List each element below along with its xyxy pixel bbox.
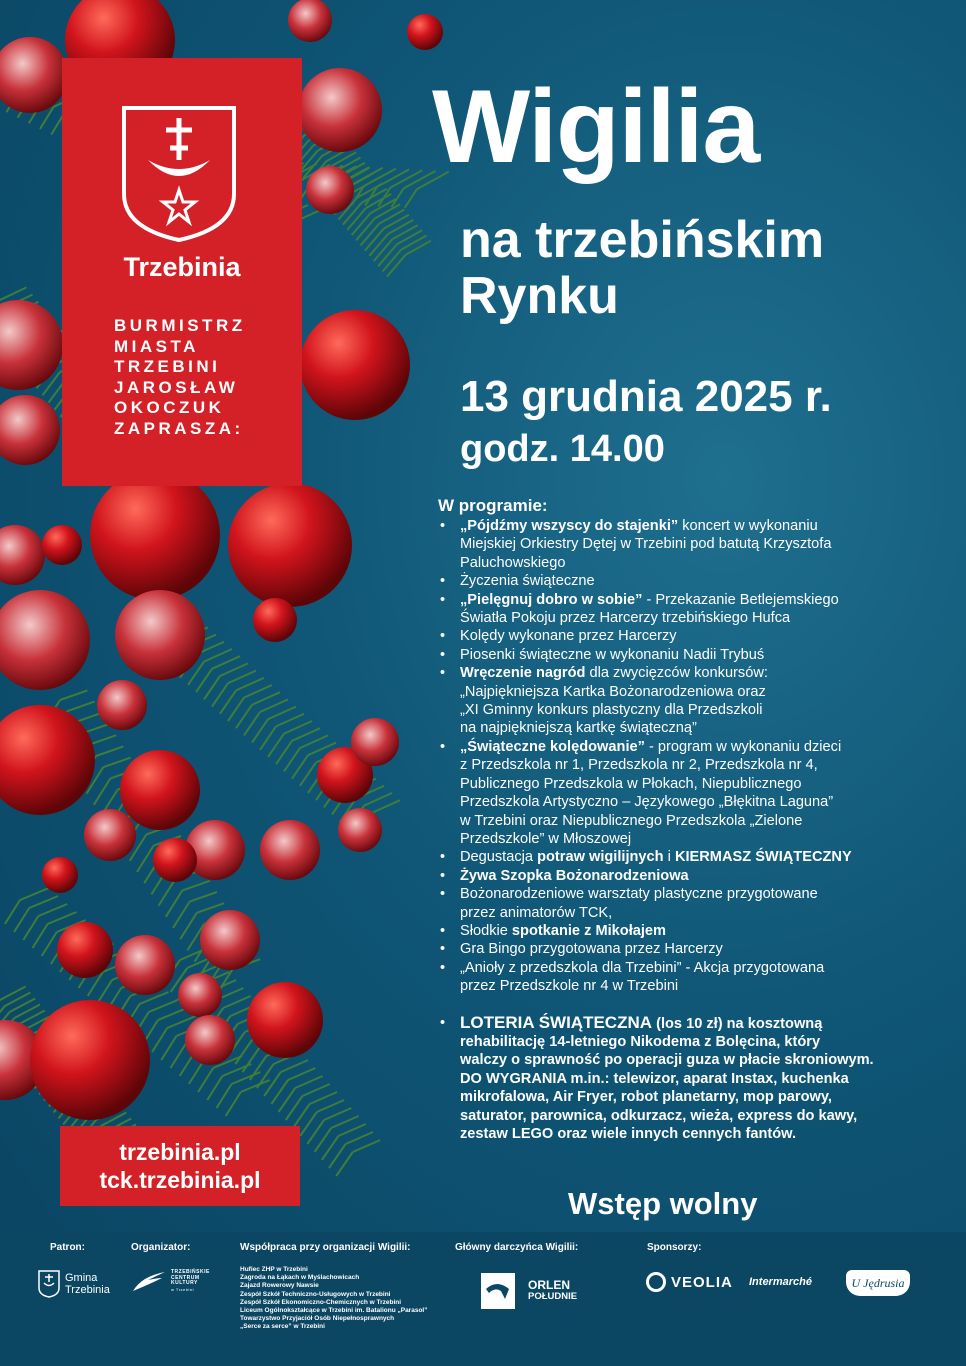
patron-name: Gmina [65, 1272, 98, 1284]
program-item-text: - Przekazanie Betlejemskiego Światła Pokoju przez Harcerzy trzebińskiego Hufca [460, 591, 839, 627]
pine-needle [171, 1044, 186, 1068]
program-item-text: - program w wykonaniu dzieci z Przedszkola nr 1, Przedszkola nr 2, Przedszkola nr 4, Publicznego Przedszkola w Płokach, Niepublicznego Przedszkola Artystyczno – Językowego „Błękitna Laguna” w Trzebini oraz Niepublicznego Przedszkola „Zielone Przedszkole” w Młoszowej [460, 738, 842, 847]
organizer-name: CENTRUM [171, 1274, 200, 1281]
pine-needle [166, 890, 183, 916]
sponsor-name: VEOLIA [671, 1273, 733, 1291]
pine-needle [383, 250, 402, 272]
pine-needle [212, 683, 228, 706]
program-item [438, 959, 938, 996]
pine-needle [384, 215, 409, 229]
pine-needle [29, 896, 58, 908]
pine-needle [89, 735, 116, 745]
pine-needle [390, 170, 422, 187]
pine-needle [220, 663, 248, 676]
pine-needle [365, 229, 384, 251]
pine-needle [197, 903, 224, 913]
veolia-logo [646, 1272, 733, 1292]
donor-name: ORLEN [528, 1278, 570, 1292]
patron-label: Patron: [50, 1242, 85, 1253]
program-item-text: koncert w wykonaniu Miejskiej Orkiestry Dętej w Trzebini pod batutą Krzysztofa Paluchowskiego [460, 518, 832, 571]
pine-needle [5, 900, 20, 924]
wing-icon [132, 1270, 166, 1292]
christmas-ball [153, 838, 197, 882]
pine-needle [42, 932, 57, 956]
program-item [438, 922, 938, 940]
christmas-ball [120, 750, 200, 830]
pine-needle [292, 755, 308, 778]
christmas-ball [185, 1015, 235, 1065]
gmina-trzebinia-logo [38, 1270, 110, 1298]
pine-needle [207, 1076, 222, 1100]
christmas-ball [0, 395, 60, 465]
website-link[interactable]: tck.trzebinia.pl [99, 1167, 261, 1193]
organizer-panel [62, 58, 302, 486]
pine-needle [300, 735, 328, 748]
pine-needle [302, 1084, 329, 1096]
event-subtitle: na trzebińskim Rynku [460, 211, 825, 325]
christmas-ball [253, 598, 297, 642]
program-item-text: „Pójdźmy wszyscy do stajenki” [460, 518, 679, 534]
program-item-text: spotkanie z Mikołajem [511, 922, 667, 939]
footer-sponsors [0, 1232, 966, 1366]
pine-needle [180, 913, 197, 939]
program-item-text: Wręczenie nagród [460, 665, 586, 682]
christmas-ball [57, 922, 113, 978]
pine-needle [260, 699, 288, 712]
pine-needle [149, 1000, 178, 1012]
organizer-name: TRZEBIŃSKIE [171, 1269, 210, 1275]
pine-needle [281, 1060, 308, 1072]
christmas-ball [300, 310, 410, 420]
program-item [438, 591, 938, 628]
pine-needle [236, 705, 252, 728]
christmas-ball [200, 910, 260, 970]
pine-needle [292, 728, 320, 741]
program-item-text: Bożonarodzeniowe warsztaty plastyczne przygotowane przez animatorów TCK, [460, 886, 818, 921]
pine-needle [364, 793, 392, 806]
cooperation-list: Hufiec ZHP w Trzebini Zagroda na Łąkach w Myślachowicach Zajazd Rowerowy Nawsie Zespół Szkół Techniczno-Usługowych w Trzebini Zespół Szkół Ekonomiczno-Chemicznych w Trzebini Liceum Ogólnokształcące w Trzebini im. Batalionu „Parasol” Towarzystwo Przyjaciół Osób Niepełnosprawnych „Serce za serce” w Trzebini [240, 1266, 428, 1331]
program-item [438, 848, 938, 866]
pine-needle [196, 669, 212, 692]
pine-needle [204, 649, 232, 662]
veolia-icon [646, 1272, 666, 1292]
coat-of-arms-icon [120, 104, 238, 244]
christmas-ball [115, 935, 175, 995]
pine-needle [331, 152, 356, 166]
program-heading: W programie: [438, 496, 548, 515]
event-title: Wigilia [432, 69, 760, 185]
pine-needle [159, 879, 176, 905]
pine-needle [96, 746, 123, 756]
pine-needle [317, 1100, 344, 1112]
program-item-text: dla zwycięzców konkursów: „Najpiękniejsza Kartka Bożonarodzeniowa oraz „XI Gminny konkurs plastyczny dla Przedszkoli na najpiękniejszą kartkę świąteczną” [460, 665, 768, 737]
pine-needle [103, 758, 130, 768]
pine-needle [347, 208, 366, 230]
pine-needle [378, 244, 397, 266]
pine-needle [94, 778, 111, 804]
pine-needle [268, 707, 296, 720]
christmas-ball [115, 590, 205, 680]
sponsors-label: Sponsorzy: [647, 1242, 702, 1253]
pine-needle [0, 287, 27, 300]
program-section [438, 496, 938, 1143]
pine-needle [356, 218, 375, 240]
pine-needle [33, 924, 48, 948]
program-item-text: KIERMASZ ŚWIĄTECZNY [674, 849, 852, 866]
free-entry-text: Wstęp wolny [568, 1186, 758, 1221]
program-item-text: „Pielęgnuj dobro w sobie” [460, 591, 643, 608]
pine-needle [276, 741, 292, 764]
pine-needle [284, 748, 300, 771]
pine-needle [324, 1108, 351, 1120]
christmas-ball [298, 68, 382, 152]
program-item [438, 517, 938, 572]
christmas-ball [288, 0, 332, 42]
pine-needle [331, 1116, 358, 1128]
pine-needle [252, 719, 268, 742]
christmas-ball [351, 718, 399, 766]
pine-needle [23, 916, 38, 940]
event-date: 13 grudnia 2025 r. [460, 372, 832, 421]
christmas-ball [260, 820, 320, 880]
pine-needle [204, 676, 220, 699]
pine-needle [346, 1132, 373, 1144]
pine-needle [338, 1124, 365, 1136]
pine-needle [361, 224, 380, 246]
pine-needle [379, 210, 404, 224]
pine-needle [387, 255, 406, 277]
program-item [438, 627, 938, 645]
christmas-ball [247, 982, 323, 1058]
pine-needle [228, 698, 244, 721]
christmas-ball [228, 483, 352, 607]
program-item-text: Życzenia świąteczne [460, 573, 595, 590]
christmas-ball [84, 809, 136, 861]
program-item [438, 572, 938, 590]
organizer-name: KULTURY [171, 1280, 198, 1286]
christmas-ball [338, 808, 382, 852]
pine-needle [284, 721, 312, 734]
christmas-ball [42, 857, 78, 893]
pine-needle [20, 888, 49, 900]
pine-needle [244, 712, 260, 735]
pine-needle [152, 1028, 167, 1052]
pine-needle [406, 241, 431, 255]
program-item-text: Degustacja [460, 849, 538, 866]
christmas-ball [306, 166, 354, 214]
pine-needle [190, 892, 217, 902]
patron-name: Trzebinia [65, 1284, 110, 1296]
invitation-text: BURMISTRZ MIASTA TRZEBINI JAROSŁAW OKOCZUK ZAPRASZA: [114, 316, 246, 438]
program-item [438, 867, 938, 885]
pine-needle [161, 1036, 176, 1060]
christmas-ball [0, 590, 90, 690]
tck-logo [132, 1270, 210, 1292]
pine-needle [67, 702, 94, 712]
pine-needle [182, 881, 209, 891]
program-item [438, 1014, 938, 1144]
pine-needle [189, 1060, 204, 1084]
pine-needle [226, 1092, 241, 1116]
website-links [60, 1126, 300, 1206]
donor-label: Główny darczyńca Wigilii: [455, 1242, 579, 1253]
program-item [438, 664, 938, 738]
cooperation-label: Współpraca przy organizacji Wigilii: [240, 1242, 411, 1253]
christmas-ball [0, 300, 63, 390]
pine-needle [97, 980, 112, 1004]
pine-needle [173, 902, 190, 928]
pine-needle [244, 685, 272, 698]
program-item-text: (los 10 zł) na kosztowną rehabilitację 14-letniego Nikodema z Bolęcina, który walczy o sprawność po operacji guza w płacie skroniowym. DO WYGRANIA m.in.: telewizor, aparat Instax, kuchenka mikrofalowa, Air Fryer, robot planetarny, mop parowy, saturator, parownica, odkurzacz, wieża, express do kawy, zestaw LEGO oraz wiele innych cennych fantów. [460, 1015, 874, 1142]
christmas-ball [90, 470, 220, 600]
pine-needle [252, 692, 280, 705]
pine-needle [48, 912, 77, 924]
pine-needle [212, 656, 240, 669]
program-item-text: Piosenki świąteczne w wykonaniu Nadii Trybuś [460, 646, 765, 663]
pine-needle [276, 714, 304, 727]
pine-needle [217, 1084, 232, 1108]
pine-needle [268, 734, 284, 757]
program-item-text: „Świąteczne kolędowanie” [460, 738, 645, 755]
pine-needle [232, 1072, 261, 1084]
pine-needle [60, 690, 87, 700]
pine-needle [137, 846, 154, 872]
program-item [438, 940, 938, 958]
christmas-ball [30, 1000, 150, 1120]
pine-needle [397, 230, 422, 244]
pine-needle [300, 762, 316, 785]
program-item [438, 885, 938, 922]
pine-needle [14, 908, 29, 932]
christmas-ball [178, 973, 222, 1017]
pine-needle [401, 236, 426, 250]
donor-name: POŁUDNIE [528, 1291, 578, 1302]
program-item [438, 646, 938, 664]
pine-needle [388, 220, 413, 234]
pine-needle [260, 726, 276, 749]
organizer-label: Organizator: [131, 1242, 191, 1253]
pine-needle [220, 690, 236, 713]
program-item-text: potraw wigilijnych [537, 849, 664, 866]
christmas-ball [0, 525, 45, 585]
pine-needle [392, 225, 417, 239]
program-list [438, 517, 938, 1143]
program-item-text: Słodkie [460, 922, 512, 939]
program-item-text: „Anioły z przedszkola dla Trzebini” - Akcja przygotowana przez Przedszkole nr 4 w Trzebini [460, 959, 825, 995]
pine-needle [353, 1140, 380, 1152]
christmas-ball [407, 14, 443, 50]
christmas-ball [0, 37, 68, 113]
pine-needle [38, 904, 67, 916]
pine-needle [288, 1068, 315, 1080]
pine-needle [223, 996, 250, 1008]
pine-needle [404, 171, 436, 188]
christmas-ball [97, 680, 147, 730]
pine-needle [405, 189, 417, 208]
pine-needle [375, 204, 400, 218]
christmas-ball [0, 705, 95, 815]
program-item [438, 738, 938, 848]
pine-needle [198, 1068, 213, 1092]
pine-needle [241, 1080, 270, 1092]
pine-needle [372, 800, 400, 813]
program-item-text: Kolędy wykonane przez Harcerzy [460, 628, 677, 645]
pine-needle [310, 1092, 337, 1104]
orlen-logo [481, 1273, 577, 1309]
pine-needle [158, 1008, 187, 1020]
sponsor-name: Intermarché [749, 1276, 812, 1288]
program-item-text: LOTERIA ŚWIĄTECZNA [460, 1012, 653, 1032]
program-item-text: Żywa Szopka Bożonarodzeniowa [460, 867, 689, 884]
sponsor-name: U Jędrusia [846, 1270, 910, 1296]
coat-of-arms-icon [38, 1270, 60, 1298]
program-item-text: i [663, 849, 675, 866]
organizer-name: w Trzebini [171, 1286, 195, 1292]
pine-needle [392, 188, 404, 207]
pine-needle [228, 671, 256, 684]
program-item-text: Gra Bingo przygotowana przez Harcerzy [460, 941, 723, 958]
pine-needle [352, 213, 371, 235]
pine-needle [295, 1076, 322, 1088]
pine-needle [369, 234, 388, 256]
event-time: godz. 14.00 [460, 428, 665, 470]
city-name: Trzebinia [123, 252, 241, 282]
pine-needle [374, 239, 393, 261]
christmas-ball [42, 525, 82, 565]
pine-needle [236, 678, 264, 691]
orlen-eagle-icon [481, 1273, 515, 1309]
website-link[interactable]: trzebinia.pl [119, 1139, 241, 1165]
